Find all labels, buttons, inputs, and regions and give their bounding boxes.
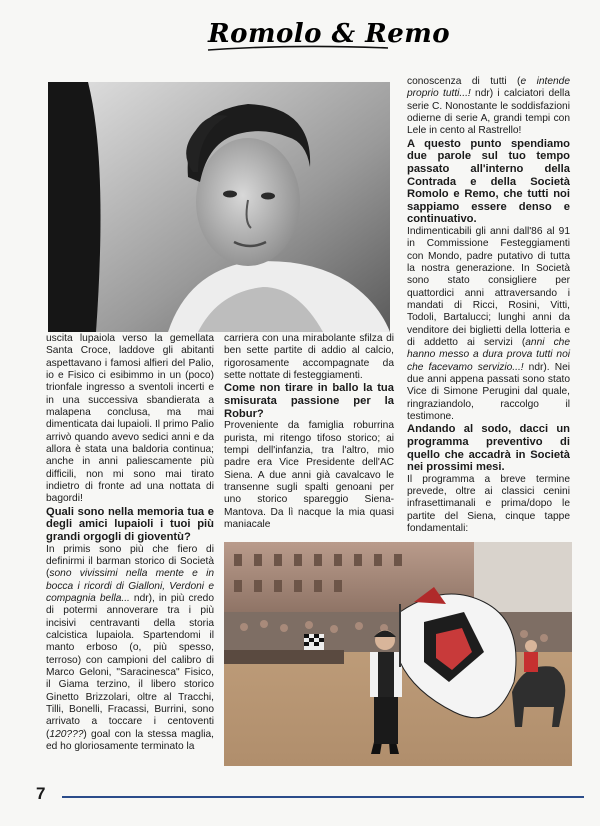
paragraph [407, 226, 570, 424]
text-run: ndr). Nei due anni appena passati sono stato Vice di Simone Perugini dal quale, ringraziandolo, raccolgo il testimone. [407, 361, 570, 423]
italic-note: e intende proprio tutti...! [407, 76, 571, 100]
article-column-1 [46, 333, 214, 785]
masthead-title: Romolo & Remo [208, 19, 451, 49]
italic-note: 120??? [49, 728, 84, 740]
text-run: conoscenza di tutti ( [407, 76, 521, 87]
footer-rule [62, 796, 584, 798]
text-run: Indimenticabili gli anni dall'86 al 91 in Commissione Festeggiamenti con Mondo, padre putativo di tutta la nostra generazione. In Società sono stato consigliere per quattordici anni attraversando i mandati di Ricci, Rosini, Vitti, Todoli, Bartalucci; lunghi anni da venditore dei biglietti della lotteria e di addetto ai servizi ( [407, 225, 570, 348]
article-column-3 [407, 76, 570, 538]
article-column-2 [224, 333, 394, 538]
interview-question: Quali sono nella memoria tua e degli amici lupaioli i tuoi più grandi orgogli di gioventù? [46, 505, 214, 543]
text-run: ndr) i calciatori della serie C. Nonostante le soddisfazioni odierne di serie A, grandi tempi con Lele in cento al Rastrello! [407, 88, 570, 137]
palio-photo [224, 542, 572, 766]
italic-note: sono vivissimi nella mente e in bocca i ricordi di Gialloni, Verdoni e compagnia bella... [46, 568, 214, 604]
portrait-photo [48, 82, 390, 332]
interview-question: A questo punto spendiamo due parole sul tuo tempo passato all'interno della Contrada e della Società Romolo e Remo, che tutti noi sappiamo essere denso e continuativo. [407, 137, 570, 226]
interview-question: Come non tirare in ballo la tua smisurata passione per la Robur? [224, 382, 394, 420]
masthead-graphic [204, 14, 451, 58]
page-number: 7 [36, 784, 46, 803]
paragraph: uscita lupaiola verso la gemellata Santa Croce, laddove gli abitanti aspettavano i famosi alfieri del Palio, io e Fisico ci esibimmo in un (poco) trionfale ingresso a sventoli incerti e in una successiva sbandierata a malapena conclusa, ma mai dimenticata dai lupaioli. Il primo Palio arrivò quando avevo sedici anni e da allora è stata una baldoria continua; anche in anni paliescamente più difficili, non mi sono mai tirato indietro di fronte ad una nottata di bagordi! [46, 333, 214, 505]
text-run: In primis sono più che fiero di definirmi il barman storico di Società ( [46, 543, 214, 580]
paragraph: Il programma a breve termine prevede, oltre ai classici cenini infrasettimanali e prima/dopo le partite del Siena, cinque tappe fondamentali: [407, 473, 570, 535]
interview-question: Andando al sodo, dacci un programma preventivo di quello che accadrà in Società nei prossimi mesi. [407, 423, 570, 474]
paragraph: carriera con una mirabolante sfilza di ben sette partite di addio al calcio, rigorosamente accompagnate da sette nottate di festeggiamenti. [224, 333, 394, 382]
paragraph: Proveniente da famiglia roburrina purista, mi ritengo tifoso storico; ai tempi dell'infanzia, tra l'altro, mio padre era Vice Presidente dell'AC Siena. A due anni già cavalcavo le transenne sugli spalti genoani per uno storico spareggio Siena-Mantova. Da lì nacque la mia quasi maniacale [224, 420, 394, 530]
text-run: ) goal con la stessa maglia, ed ho gloriosamente terminato la [46, 728, 214, 753]
paragraph [407, 76, 570, 138]
italic-note: anni che hanno messo a dura prova tutti noi che facevamo servizio...! [407, 336, 570, 373]
masthead-logo [204, 14, 451, 58]
text-run: ndr), in più credo di potermi annoverare tra i più incisivi centravanti della storia calcistica lupaiola. Spartendomi il manto erboso (o, più spesso, terroso) con campioni del calibro di Marco Geloni, "Saracinesca" Fisico, il Giama terzino, il libero storico Ginetto Brizzolari, oltre al Tracchi, Tilli, Bonelli, Fracassi, Burrini, sono arrivato a toccare i centoventi ( [46, 592, 214, 740]
paragraph [46, 544, 214, 754]
